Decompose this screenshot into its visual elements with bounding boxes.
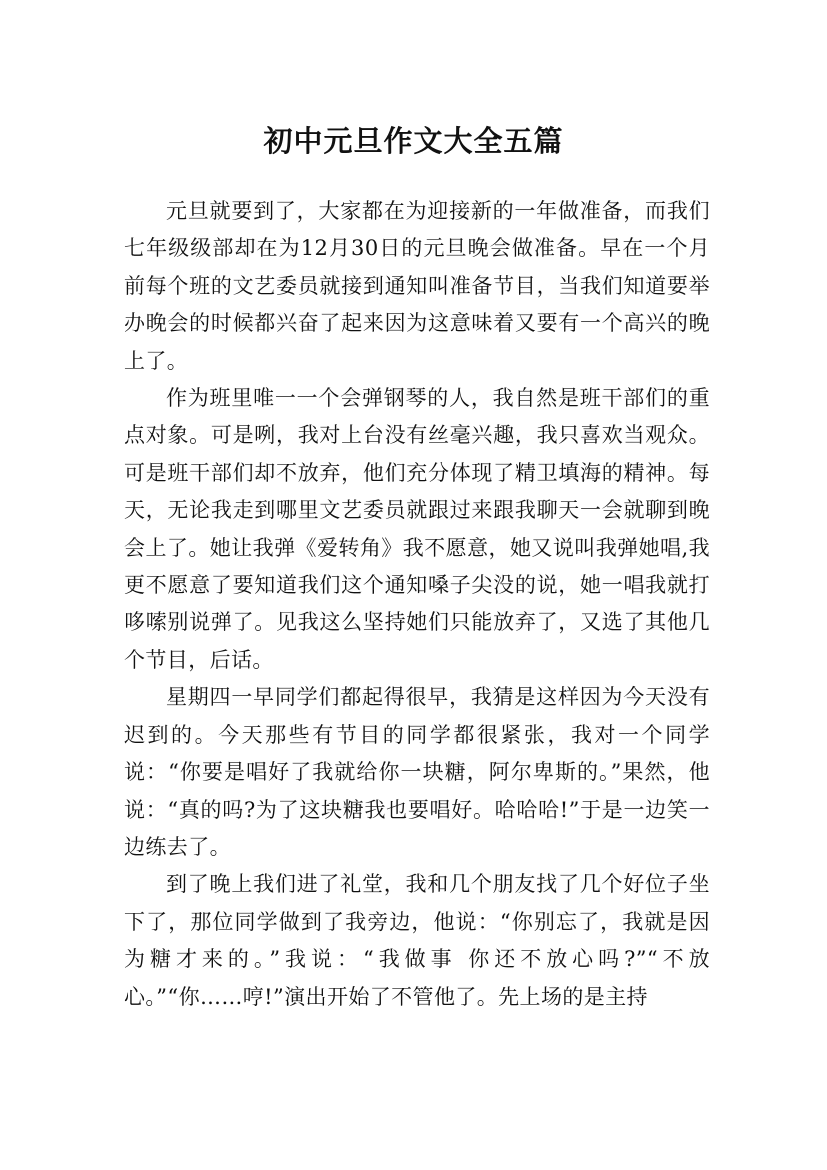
paragraph: 星期四一早同学们都起得很早，我猜是这样因为今天没有迟到的。今天那些有节目的同学都很紧张，我对一个同学说：“你要是唱好了我就给你一块糖，阿尔卑斯的。”果然，他说：“真的吗?为了这块糖我也要唱好。哈哈哈!”于是一边笑一边练去了。 [124, 685, 710, 859]
paragraph: 作为班里唯一一个会弹钢琴的人，我自然是班干部们的重点对象。可是咧，我对上台没有丝毫兴趣，我只喜欢当观众。可是班干部们却不放弃，他们充分体现了精卫填海的精神。每天，无论我走到哪里文艺委员就跟过来跟我聊天一会就聊到晚会上了。她让我弹《爱转角》我不愿意，她又说叫我弹她唱,我更不愿意了要知道我们这个通知嗓子尖没的说，她一唱我就打哆嗦别说弹了。见我这么坚持她们只能放弃了，又选了其他几个节目，后话。 [124, 386, 710, 672]
paragraph: 元旦就要到了，大家都在为迎接新的一年做准备，而我们七年级级部却在为12月30日的元旦晚会做准备。早在一个月前每个班的文艺委员就接到通知叫准备节目，当我们知道要举办晚会的时候都兴奋了起来因为这意味着又要有一个高兴的晚上了。 [124, 199, 710, 373]
document-body [124, 193, 710, 1016]
paragraph: 到了晚上我们进了礼堂，我和几个朋友找了几个好位子坐下了，那位同学做到了我旁边，他说：“你别忘了，我就是因为糖才来的。”我说：“我做事 你还不放心吗?”“不放心。”“你……哼!”演出开始了不管他了。先上场的是主持 [124, 872, 710, 1009]
document-title: 初中元旦作文大全五篇 [263, 124, 564, 159]
